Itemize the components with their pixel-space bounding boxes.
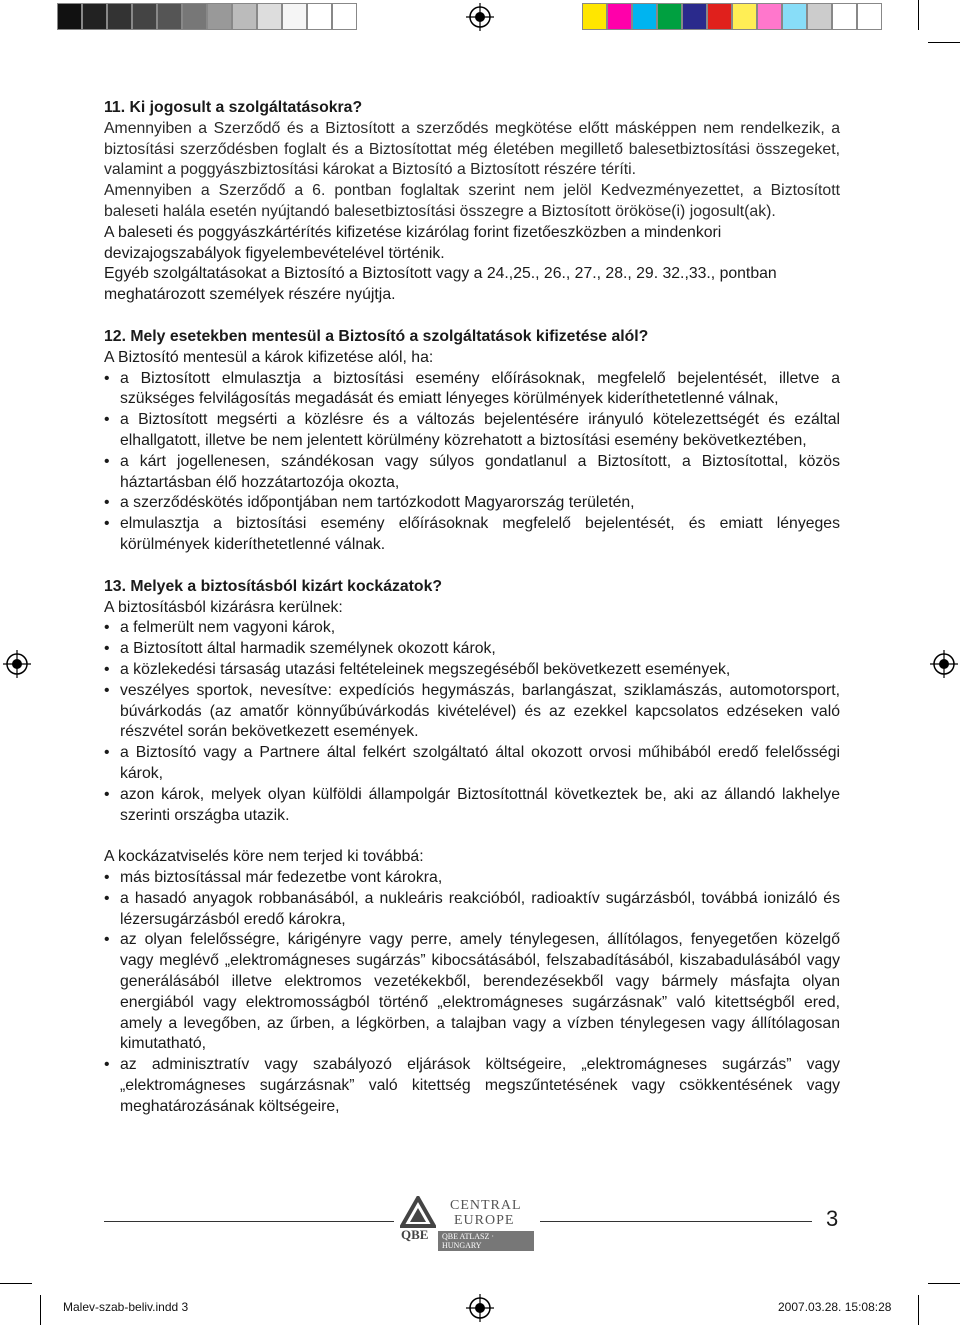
list-item: • veszélyes sportok, nevesítve: expedíciós hegymászás, barlangászat, sziklamászás, automotorsport, búvárkodás (az amatőr könnyűbúvárkodás kivételével) és az ezekkel kapcsolatos edzéseken való részvétel során bekövetkezett események.: [104, 681, 840, 743]
list-item: • a felmerült nem vagyoni károk,: [104, 618, 840, 639]
slug-timestamp: 2007.03.28. 15:08:28: [778, 1300, 892, 1314]
registration-mark-icon: [3, 650, 31, 678]
color-swatch: [782, 3, 807, 30]
page-number: 3: [826, 1206, 839, 1231]
crop-mark: [928, 1283, 960, 1284]
section-intro: A Biztosító mentesül a károk kifizetése alól, ha:: [104, 348, 434, 366]
registration-mark-icon: [466, 3, 494, 31]
paragraph: Egyéb szolgáltatásokat a Biztosító a Biztosított vagy a 24.,25., 26., 27., 28., 29. 32.,33., pontban meghatározott személyek részére nyújtja.: [104, 265, 777, 304]
list-item: • a kárt jogellenesen, szándékosan vagy súlyos gondatlanul a Biztosított, a Biztosítottal, közös háztartásban élő hozzátartozója okozta,: [104, 452, 840, 494]
list-item: • az adminisztratív vagy szabályozó eljárások költségeire, „elektromágneses sugárzás” vagy „elektromágneses sugárzásnak” való kitettség megszűntetésének vagy csökkentésének vagy meghatározásának költségeire,: [104, 1055, 840, 1117]
section-12: [104, 327, 840, 556]
color-swatch: [82, 3, 107, 30]
color-swatch: [857, 3, 882, 30]
color-swatch: [582, 3, 607, 30]
crop-mark: [918, 1295, 919, 1325]
section-title: 11. Ki jogosult a szolgáltatásokra?: [104, 99, 363, 116]
bullet-list: [104, 369, 840, 556]
section-intro: A kockázatviselés köre nem terjed ki továbbá:: [104, 848, 424, 866]
list-item: • más biztosítással már fedezetbe vont károkra,: [104, 868, 840, 889]
color-swatch: [657, 3, 682, 30]
crop-mark: [0, 1283, 32, 1284]
color-swatch: [207, 3, 232, 30]
grayscale-color-bar: [57, 3, 357, 30]
slug-filename: Malev-szab-beliv.indd 3: [63, 1300, 189, 1314]
list-item: • a Biztosított megsérti a közlésre és a változás bejelentésére irányuló kötelezettségét és ezáltal elhallgatott, illetve be nem jelentett körülmény közrehatott a biztosítási esemény bekövetkeztében,: [104, 410, 840, 452]
company-logo: [398, 1196, 534, 1250]
paragraph: Amennyiben a Szerződő és a Biztosított a szerződés megkötése előtt másképpen nem rendelkezik, a biztosítási szerződésben foglalt és a Biztosítottat még életében megillető balesetbiztosítási összegeket, valamint a poggyászbiztosítási károkat a Biztosító a Biztosított részére téríti.: [104, 119, 840, 179]
list-item: • a hasadó anyagok robbanásából, a nukleáris reakcióból, radioaktív sugárzásból, továbbá ionizáló és lézersugárzásból eredő károkra,: [104, 889, 840, 931]
section-11: [104, 98, 840, 306]
color-swatch: [57, 3, 82, 30]
color-swatch: [132, 3, 157, 30]
color-swatch: [832, 3, 857, 30]
crop-mark: [928, 42, 960, 43]
bullet-list: [104, 618, 840, 826]
list-item: • a Biztosított által harmadik személynek okozott károk,: [104, 639, 840, 660]
logo-central-text: CENTRAL: [450, 1198, 522, 1213]
logo-qbe-text: QBE: [401, 1227, 429, 1242]
list-item: • elmulasztja a biztosítási esemény előírásoknak megfelelő bejelentését, és emiatt lényeges körülmények kideríthetetlenné válnak.: [104, 514, 840, 556]
color-swatch: [757, 3, 782, 30]
color-swatch: [632, 3, 657, 30]
logo-tagline: QBE ATLASZ · HUNGARY: [438, 1231, 534, 1251]
crop-mark: [918, 0, 919, 30]
footer-rule: [540, 1221, 812, 1222]
section-title: 12. Mely esetekben mentesül a Biztosító a szolgáltatások kifizetése alól?: [104, 327, 649, 345]
paragraph: A baleseti és poggyászkártérítés kifizetése kizárólag forint fizetőeszközben a mindenkori devizajogszabályok figyelembevételével történik.: [104, 223, 722, 262]
color-swatch: [257, 3, 282, 30]
registration-mark-icon: [466, 1294, 494, 1322]
cmyk-color-bar: [582, 3, 882, 30]
color-swatch: [282, 3, 307, 30]
list-item: • az olyan felelősségre, kárigényre vagy perre, amely ténylegesen, állítólagos, fenyegetően közelgő vagy meglévő „elektromágneses sugárzás” kibocsátásából, felszabadításából, kiszabadulásából vagy generálásából illetve elektromos vezetékekből, berendezésekből vagy bármely másfajta olyan energiából vagy elektromosságból történő „elektromágneses sugárzásnak” való kitettségből ered, amely a levegőben, az űrben, a légkörben, a talajban vagy a vízben ténylegesen vagy állítólagosan kimutatható,: [104, 930, 840, 1055]
color-swatch: [332, 3, 357, 30]
color-swatch: [232, 3, 257, 30]
paragraph: Amennyiben a Szerződő a 6. pontban foglaltak szerint nem jelöl Kedvezményezettet, a Biztosított baleseti halála esetén nyújtandó balesetbiztosítási összegre a Biztosított örököse(i) jogosult(ak).: [104, 182, 840, 220]
color-swatch: [607, 3, 632, 30]
logo-europe-text: EUROPE: [454, 1213, 515, 1228]
crop-mark: [40, 1295, 41, 1325]
list-item: • a közlekedési társaság utazási feltételeinek megszegéséből bekövetkezett események,: [104, 660, 840, 681]
qbe-emblem-icon: [400, 1196, 436, 1228]
list-item: • a Biztosító vagy a Partnere által felkért szolgáltató által okozott orvosi műhibából eredő felelősségi károk,: [104, 743, 840, 785]
registration-mark-icon: [930, 650, 958, 678]
color-swatch: [107, 3, 132, 30]
section-title: 13. Melyek a biztosításból kizárt kockázatok?: [104, 577, 443, 595]
color-swatch: [307, 3, 332, 30]
document-body: [104, 98, 840, 1139]
section-13: [104, 577, 840, 1118]
list-item: • a szerződéskötés időpontjában nem tartózkodott Magyarország területén,: [104, 493, 840, 514]
list-item: • a Biztosított elmulasztja a biztosítási esemény előírásoknak, megfelelő bejelentését, illetve a szükséges felvilágosítás megadását és emiatt lényeges körülmények kideríthetetlenné válnak,: [104, 369, 840, 411]
color-swatch: [182, 3, 207, 30]
footer-rule: [104, 1221, 394, 1222]
section-intro: A biztosításból kizárásra kerülnek:: [104, 598, 343, 616]
color-swatch: [682, 3, 707, 30]
color-swatch: [807, 3, 832, 30]
color-swatch: [732, 3, 757, 30]
color-swatch: [707, 3, 732, 30]
bullet-list: [104, 868, 840, 1118]
color-swatch: [157, 3, 182, 30]
list-item: • azon károk, melyek olyan külföldi állampolgár Biztosítottnál következtek be, aki az állandó lakhelye szerinti országba utazik.: [104, 785, 840, 827]
